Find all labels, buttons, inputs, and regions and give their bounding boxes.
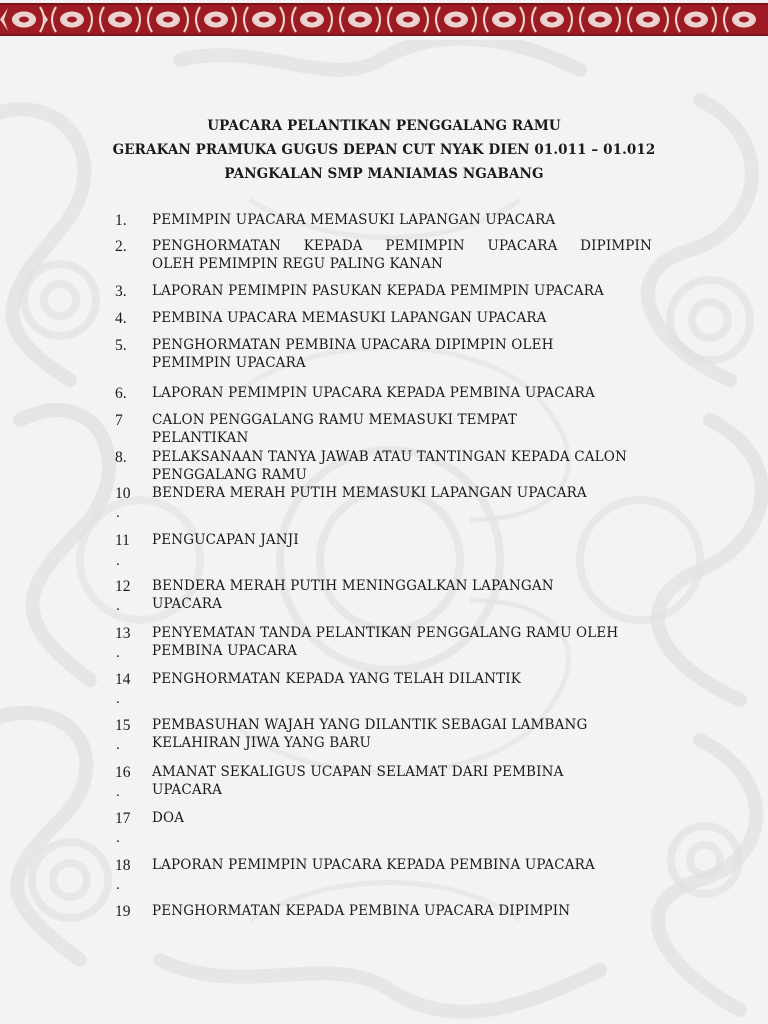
item-number: 14 <box>115 671 131 688</box>
item-number: 1. <box>115 212 127 229</box>
item-number-dot: . <box>116 598 120 614</box>
item-text: BENDERA MERAH PUTIH MENINGGALKAN LAPANGAN UPACARA <box>152 578 554 612</box>
item-text: LAPORAN PEMIMPIN UPACARA KEPADA PEMBINA UPACARA <box>152 857 595 873</box>
item-number-dot: . <box>116 784 120 800</box>
title-line-1: UPACARA PELANTIKAN PENGGALANG RAMU <box>207 118 561 134</box>
item-number-dot: . <box>116 737 120 753</box>
item-number-dot: . <box>116 645 120 661</box>
item-text: PENGHORMATAN KEPADA YANG TELAH DILANTIK <box>152 671 521 687</box>
item-number: 8. <box>115 449 127 466</box>
item-number-dot: . <box>116 505 120 521</box>
item-number-dot: . <box>116 553 120 569</box>
document-header <box>0 114 768 186</box>
item-number: 18 <box>115 857 131 874</box>
item-number-dot: . <box>116 830 120 846</box>
item-text-line: OLEH PEMIMPIN REGU PALING KANAN <box>152 256 443 272</box>
item-number-dot: . <box>116 691 120 707</box>
item-number: 19 <box>115 903 131 920</box>
item-number: 17 <box>115 810 131 827</box>
item-text <box>152 237 652 273</box>
item-text: PENGUCAPAN JANJI <box>152 532 299 548</box>
item-number-dot: . <box>116 877 120 893</box>
item-number: 3. <box>115 283 127 300</box>
item-number: 10 <box>115 485 131 502</box>
item-text: LAPORAN PEMIMPIN UPACARA KEPADA PEMBINA UPACARA <box>152 385 595 401</box>
item-number: 11 <box>115 532 130 549</box>
item-text: PENGHORMATAN PEMBINA UPACARA DIPIMPIN OLEH PEMIMPIN UPACARA <box>152 337 554 371</box>
item-text: PENGHORMATAN KEPADA PEMBINA UPACARA DIPIMPIN <box>152 903 571 919</box>
item-text: PEMBINA UPACARA MEMASUKI LAPANGAN UPACARA <box>152 310 547 326</box>
item-number: 12 <box>115 578 131 595</box>
title-line-2: GERAKAN PRAMUKA GUGUS DEPAN CUT NYAK DIEN 01.011 – 01.012 <box>112 142 656 158</box>
item-number: 16 <box>115 764 131 781</box>
item-text: LAPORAN PEMIMPIN PASUKAN KEPADA PEMIMPIN UPACARA <box>152 283 604 299</box>
item-text: PENYEMATAN TANDA PELANTIKAN PENGGALANG RAMU OLEH PEMBINA UPACARA <box>152 625 619 659</box>
item-text: PEMIMPIN UPACARA MEMASUKI LAPANGAN UPACARA <box>152 212 556 228</box>
item-text: PEMBASUHAN WAJAH YANG DILANTIK SEBAGAI LAMBANG KELAHIRAN JIWA YANG BARU <box>152 717 588 751</box>
item-number: 15 <box>115 717 131 734</box>
item-text: BENDERA MERAH PUTIH MEMASUKI LAPANGAN UPACARA <box>152 485 587 501</box>
item-text: CALON PENGGALANG RAMU MEMASUKI TEMPAT PELANTIKAN <box>152 412 517 446</box>
item-text: DOA <box>152 810 185 826</box>
ornamental-border <box>0 0 768 40</box>
item-number: 6. <box>115 385 127 402</box>
item-number: 2. <box>115 238 127 255</box>
item-text: AMANAT SEKALIGUS UCAPAN SELAMAT DARI PEMBINA UPACARA <box>152 764 564 798</box>
item-number: 7 <box>115 412 123 429</box>
item-number: 13 <box>115 625 131 642</box>
item-text-line: PENGHORMATAN KEPADA PEMIMPIN UPACARA DIPIMPIN <box>152 238 652 254</box>
item-text: PELAKSANAAN TANYA JAWAB ATAU TANTINGAN KEPADA CALON PENGGALANG RAMU <box>152 449 627 483</box>
item-number: 4. <box>115 310 127 327</box>
title-line-3: PANGKALAN SMP MANIAMAS NGABANG <box>224 166 544 182</box>
item-number: 5. <box>115 337 127 354</box>
